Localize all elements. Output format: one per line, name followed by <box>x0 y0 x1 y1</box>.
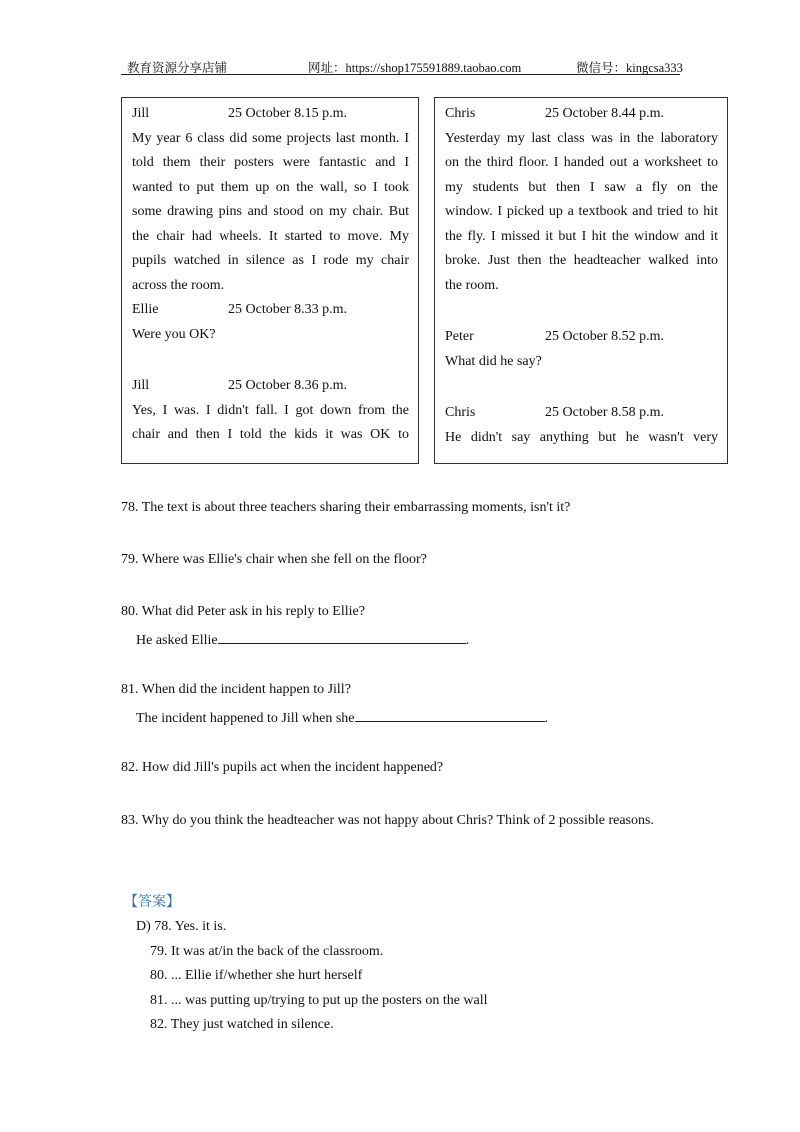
header-wechat: 微信号：kingcsa333 <box>576 61 683 75</box>
message-line: the chair had wheels. It started to move. My <box>132 228 409 244</box>
message-line: Were you OK? <box>132 326 216 342</box>
message-header <box>132 374 409 399</box>
question-81: 81. When did the incident happen to Jill? <box>121 682 351 697</box>
answer-section-tag: 【答案】 <box>124 894 180 910</box>
message-author: Peter <box>445 329 474 344</box>
message-line: Yesterday my last class was in the laboratory <box>445 130 718 146</box>
message-time: 25 October 8.15 p.m. <box>228 106 347 121</box>
question-78: 78. The text is about three teachers sharing their embarrassing moments, isn't it? <box>121 500 571 515</box>
header-url: 网址：https://shop175591889.taobao.com <box>308 61 522 75</box>
header-shop-name: 教育资源分享店铺 <box>127 61 228 75</box>
message-author: Chris <box>445 106 476 121</box>
chat-box-right <box>434 97 728 464</box>
message-header <box>445 325 718 350</box>
message-line: across the room. <box>132 277 225 293</box>
message-line: My year 6 class did some projects last month. I <box>132 130 409 146</box>
message-time: 25 October 8.44 p.m. <box>545 106 664 121</box>
period: . <box>465 633 470 648</box>
answer-81: 81. ... was putting up/trying to put up the posters on the wall <box>150 993 488 1008</box>
page-header <box>121 56 683 75</box>
message-header <box>445 401 718 426</box>
message-line: broke. Just then the headteacher walked into <box>445 253 718 268</box>
message-author: Jill <box>132 106 150 121</box>
answer-prompt: The incident happened to Jill when she <box>136 711 355 726</box>
message-line: wanted to put them up on the wall, so I took <box>132 179 409 195</box>
message-line: the fly. I missed it but I hit the window and it <box>445 228 718 244</box>
question-83: 83. Why do you think the headteacher was not happy about Chris? Think of 2 possible reasons. <box>121 813 654 828</box>
question-79: 79. Where was Ellie's chair when she fell on the floor? <box>121 552 427 567</box>
message-time: 25 October 8.36 p.m. <box>228 378 347 393</box>
message-line: the room. <box>445 277 499 293</box>
message-line: some drawing pins and stood on my chair. But <box>132 204 409 219</box>
answer-82: 82. They just watched in silence. <box>150 1017 334 1032</box>
message-line: What did he say? <box>445 353 542 369</box>
answer-blank[interactable] <box>218 630 466 644</box>
answer-80: 80. ... Ellie if/whether she hurt herself <box>150 968 363 983</box>
message-line: window. I picked up a textbook and tried to hit <box>445 204 718 219</box>
message-header <box>445 102 718 127</box>
message-author: Jill <box>132 378 150 393</box>
message-author: Ellie <box>132 302 159 317</box>
answer-78: D) 78. Yes. it is. <box>136 919 227 934</box>
message-line: Yes, I was. I didn't fall. I got down from the <box>132 402 409 418</box>
answer-line-80 <box>136 630 469 649</box>
message-line: He didn't say anything but he wasn't very <box>445 429 718 445</box>
message-time: 25 October 8.52 p.m. <box>545 329 664 344</box>
message-line: my students but then I saw a fly on the <box>445 179 718 195</box>
message-author: Chris <box>445 405 476 420</box>
message-line: chair and then I told the kids it was OK to <box>132 427 409 442</box>
chat-box-left <box>121 97 419 464</box>
answer-prompt: He asked Ellie <box>136 633 218 648</box>
question-82: 82. How did Jill's pupils act when the incident happened? <box>121 760 444 775</box>
answer-79: 79. It was at/in the back of the classroom. <box>150 944 384 959</box>
message-line: on the third floor. I handed out a worksheet to <box>445 155 718 170</box>
message-line: told them their posters were fantastic and I <box>132 155 409 170</box>
question-80: 80. What did Peter ask in his reply to Ellie? <box>121 604 365 619</box>
message-header <box>132 298 409 323</box>
answer-line-81 <box>136 708 548 727</box>
message-time: 25 October 8.33 p.m. <box>228 302 347 317</box>
message-time: 25 October 8.58 p.m. <box>545 405 664 420</box>
period: . <box>544 711 548 726</box>
answer-blank[interactable] <box>355 708 545 722</box>
message-line: pupils watched in silence as I rode my chair <box>132 253 409 268</box>
message-header <box>132 102 409 127</box>
